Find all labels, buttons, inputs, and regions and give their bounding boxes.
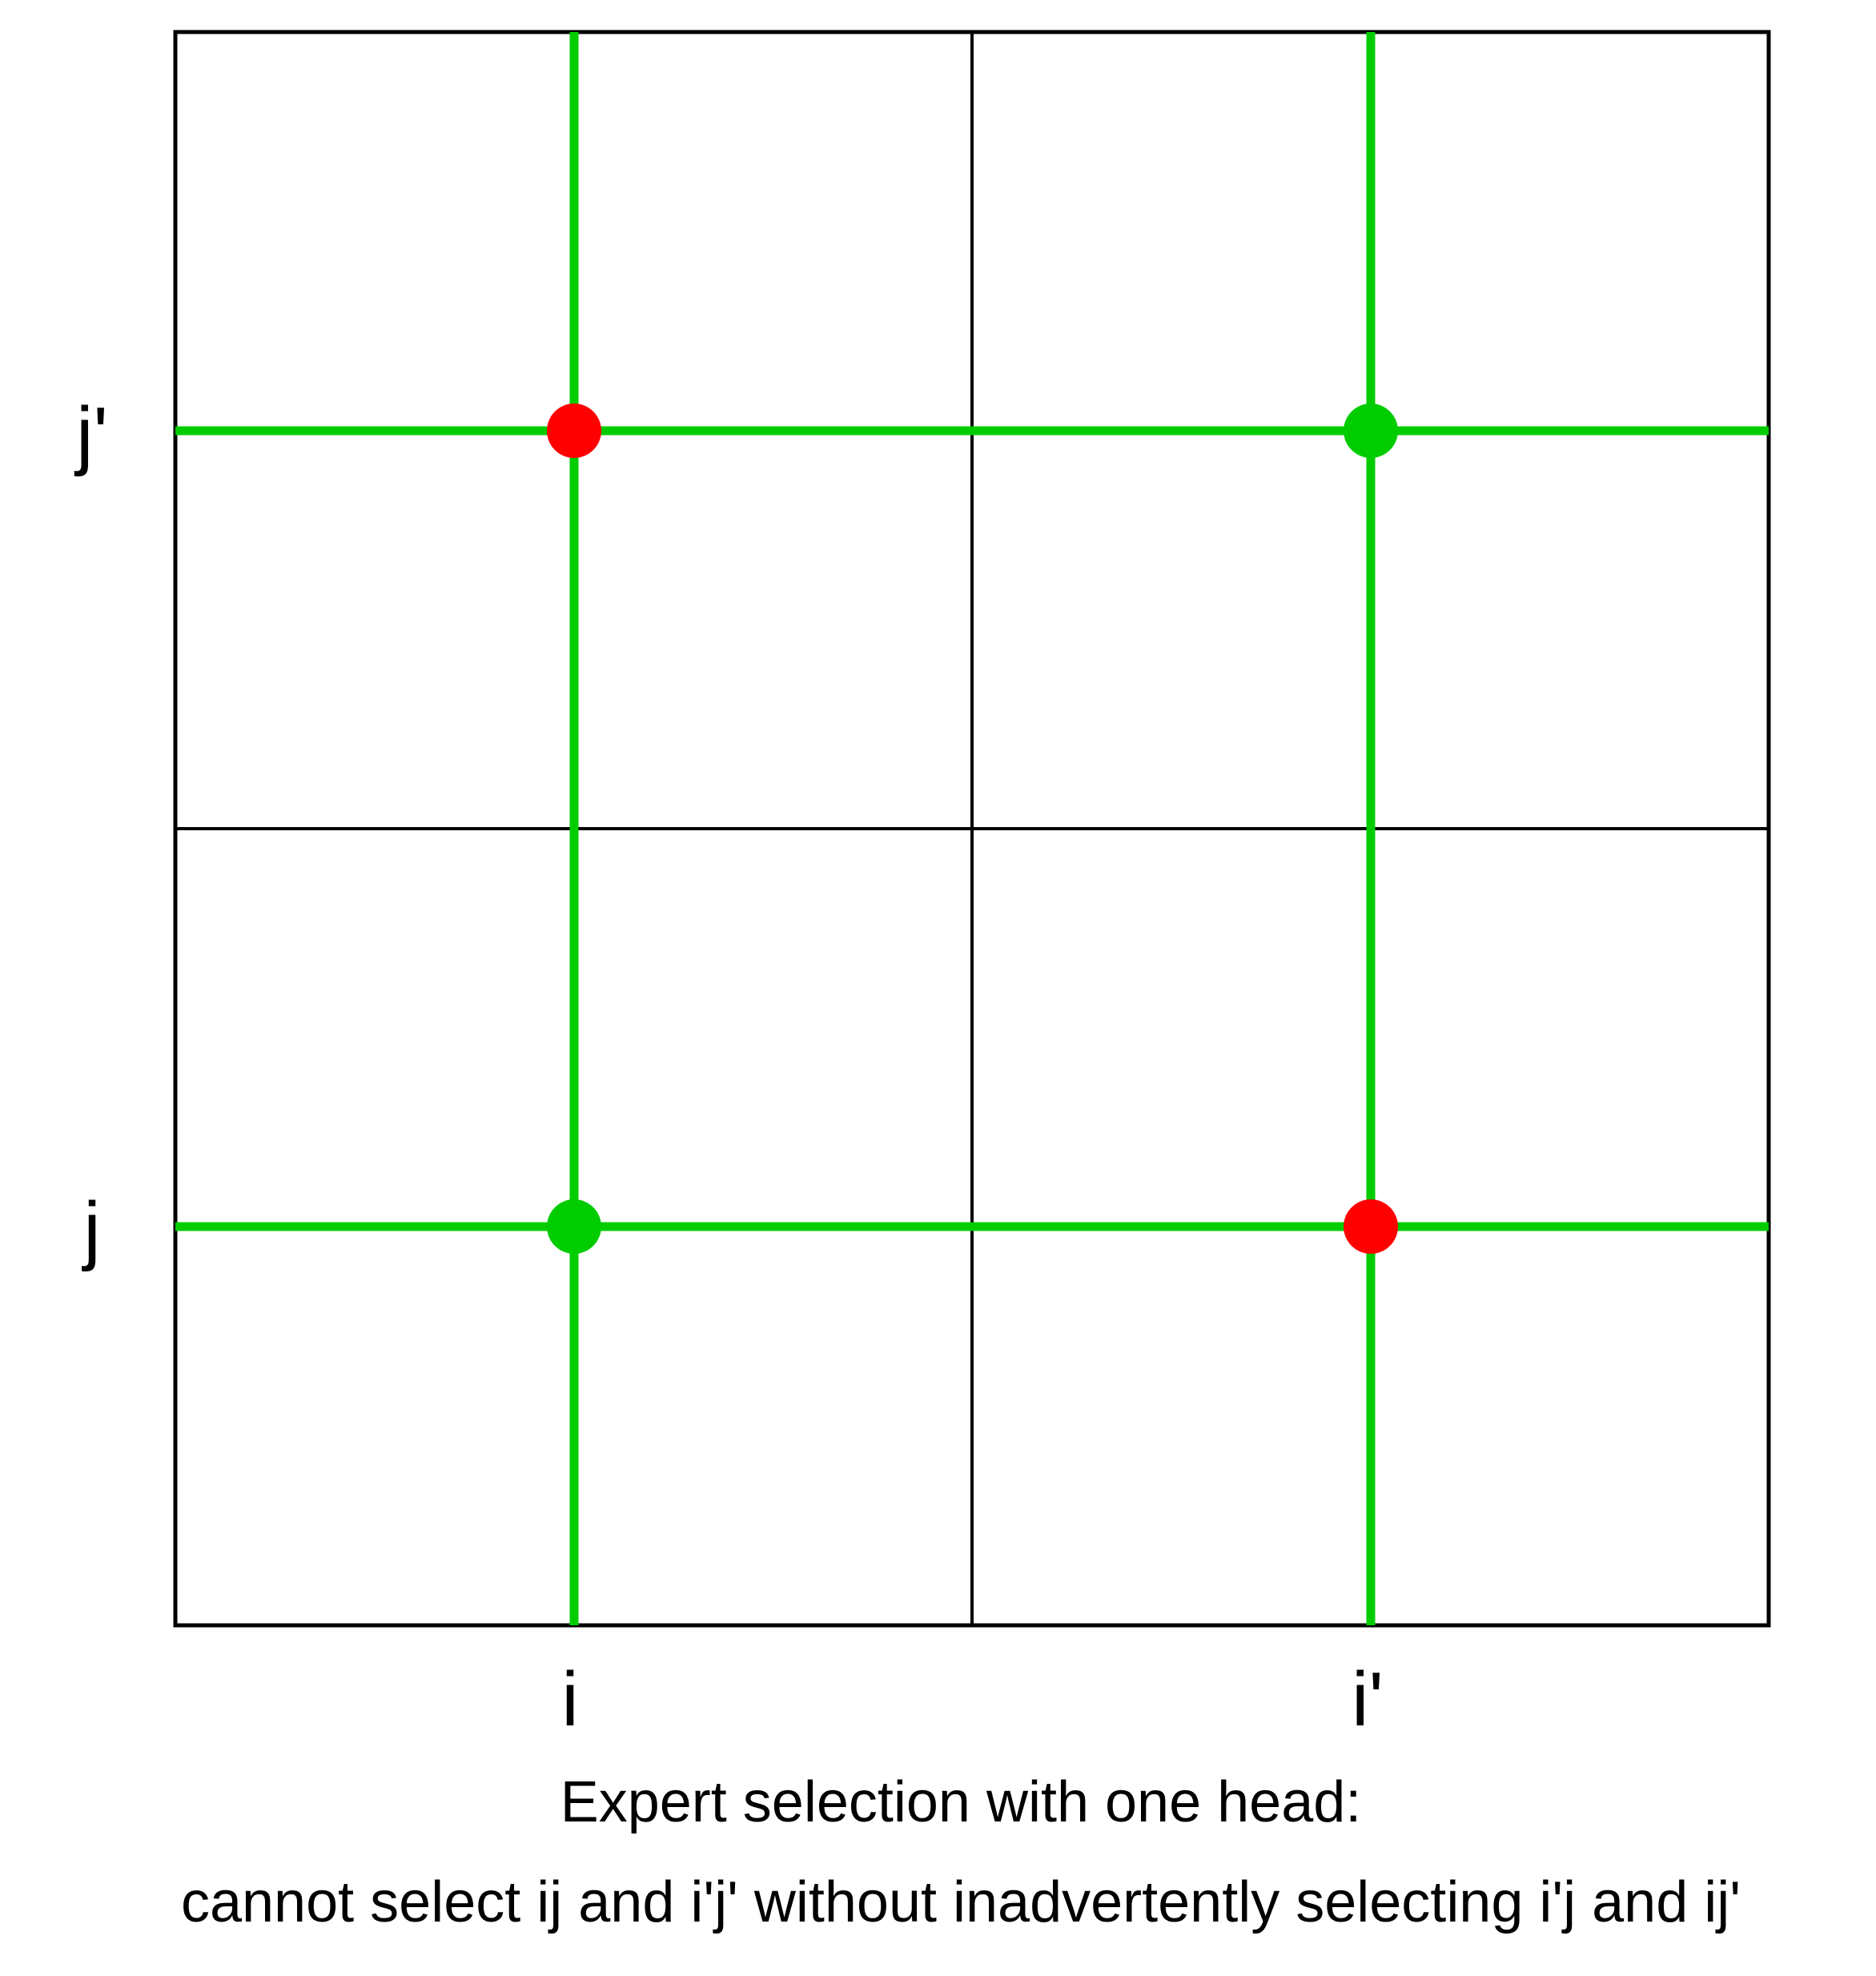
x-label-i-prime: i' bbox=[1352, 1657, 1384, 1742]
point-ij-selected bbox=[547, 1199, 601, 1254]
caption-line-1: Expert selection with one head: bbox=[560, 1770, 1362, 1834]
caption-line-2: cannot select ij and i'j' without inadvertently selecting i'j and ij' bbox=[180, 1870, 1741, 1934]
y-label-j-prime: j' bbox=[76, 392, 108, 477]
point-i-prime-j-inadvertent bbox=[1344, 1199, 1398, 1254]
point-i-prime-j-prime-selected bbox=[1344, 404, 1398, 458]
point-ij-prime-inadvertent bbox=[547, 404, 601, 458]
x-label-i: i bbox=[561, 1657, 579, 1742]
y-label-j: j bbox=[83, 1187, 101, 1272]
